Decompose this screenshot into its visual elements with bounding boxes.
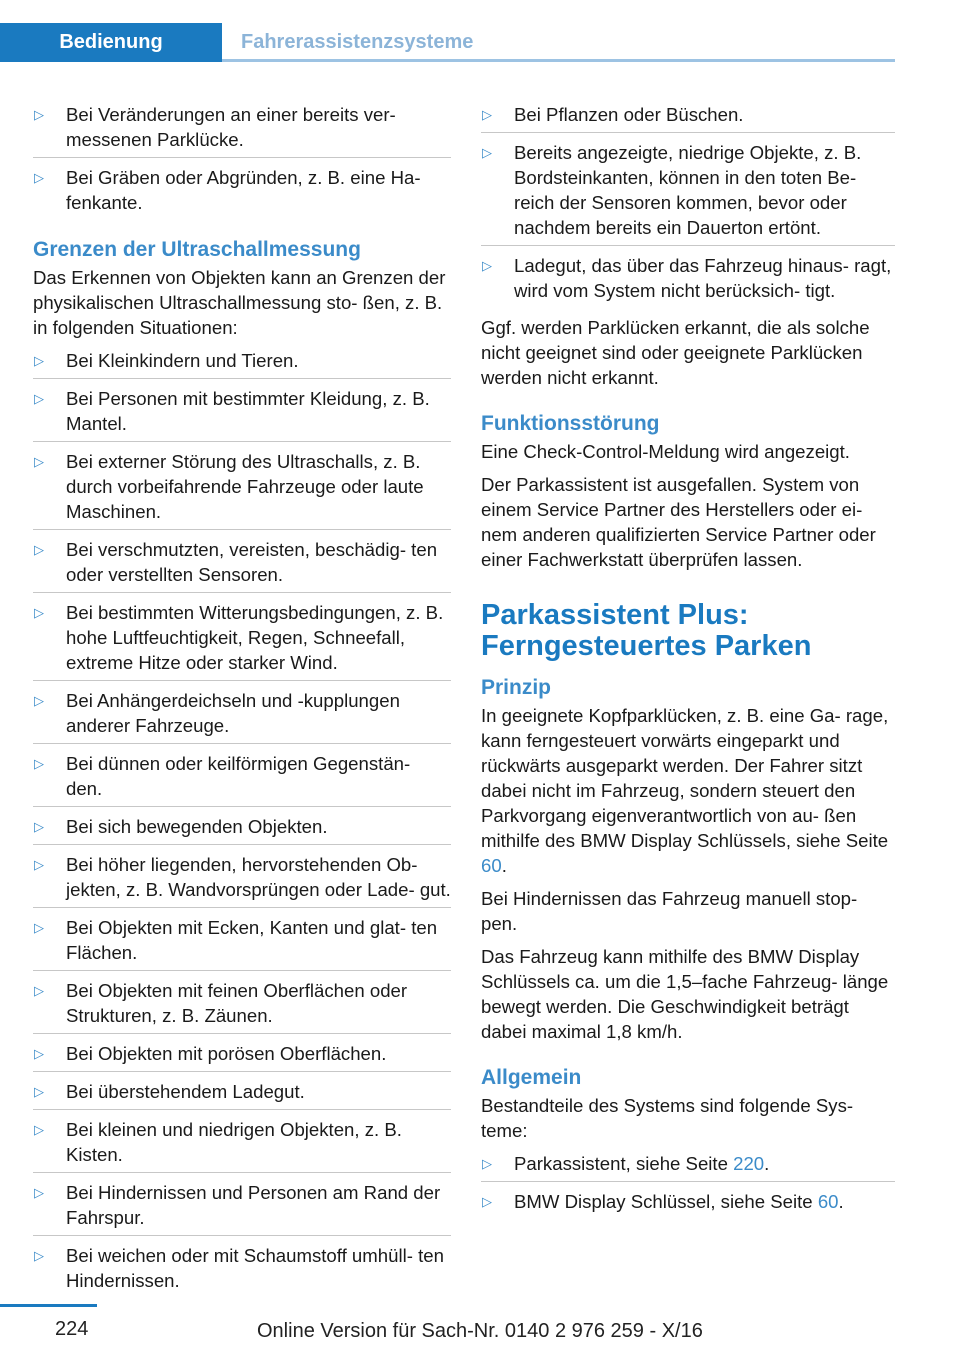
chapter-title	[481, 600, 895, 662]
list-item: ▷ Bei verschmutzten, vereisten, beschädig‐ ten oder verstellten Sensoren.	[33, 537, 451, 593]
list-item: ▷ Bei Veränderungen an einer bereits ver‐ messenen Parklücke.	[33, 102, 451, 158]
malfunction-text-1: Eine Check-Control-Meldung wird angezeigt.	[481, 441, 850, 462]
triangle-bullet-icon: ▷	[34, 756, 44, 771]
list-item: ▷ Bei Kleinkindern und Tieren.	[33, 348, 451, 379]
triangle-bullet-icon: ▷	[34, 1248, 44, 1263]
list-item: ▷ Bei kleinen und niedrigen Objekten, z. B. Kisten.	[33, 1117, 451, 1173]
list-item: ▷ Bei Pflanzen oder Büschen.	[481, 102, 895, 133]
list-item: ▷ Parkassistent, siehe Seite 220.	[481, 1151, 895, 1182]
triangle-bullet-icon: ▷	[482, 1156, 492, 1171]
triangle-bullet-icon: ▷	[34, 819, 44, 834]
triangle-bullet-icon: ▷	[34, 542, 44, 557]
chapter-title-line-2: Ferngesteuertes Parken	[481, 630, 812, 662]
right-column	[481, 102, 895, 1226]
footer-online-version: Online Version für Sach-Nr. 0140 2 976 259 - X/16	[257, 1320, 703, 1342]
list-item: ▷ Bei Objekten mit feinen Oberflächen oder Strukturen, z. B. Zäunen.	[33, 978, 451, 1034]
page-link-60[interactable]: 60	[817, 1191, 839, 1212]
page-header	[0, 0, 895, 62]
page-number: 224	[55, 1318, 89, 1340]
triangle-bullet-icon: ▷	[34, 170, 44, 185]
left-column	[33, 102, 451, 1305]
list-item: ▷ Bei weichen oder mit Schaumstoff umhüll‐ ten Hindernissen.	[34, 1245, 444, 1291]
triangle-bullet-icon: ▷	[34, 1046, 44, 1061]
tab-fahrerassistenzsysteme[interactable]: Fahrerassistenzsysteme	[241, 31, 474, 53]
list-item: ▷ Bei dünnen oder keilförmigen Gegenstän‐ den.	[33, 751, 451, 807]
triangle-bullet-icon: ▷	[34, 693, 44, 708]
triangle-bullet-icon: ▷	[34, 983, 44, 998]
triangle-bullet-icon: ▷	[34, 454, 44, 469]
triangle-bullet-icon: ▷	[34, 920, 44, 935]
page-link-60[interactable]: 60	[481, 855, 502, 876]
list-item: ▷ Bereits angezeigte, niedrige Objekte, z. B. Bordsteinkanten, können in den toten Be‐ reich der Sensoren kommen, bevor oder nachdem bereits ein Dauerton ertönt.	[481, 140, 895, 246]
triangle-bullet-icon: ▷	[482, 258, 492, 273]
list-item: ▷ Bei Personen mit bestimmter Kleidung, z. B. Mantel.	[33, 386, 451, 442]
list-item: ▷ Bei Objekten mit porösen Oberflächen.	[33, 1041, 451, 1072]
list-item: ▷ Bei externer Störung des Ultraschalls, z. B. durch vorbeifahrende Fahrzeuge oder laute Maschinen.	[33, 449, 451, 530]
list-item: ▷ Bei Anhängerdeichseln und -kupplungen anderer Fahrzeuge.	[33, 688, 451, 744]
tab-bedienung[interactable]: Bedienung	[0, 23, 222, 62]
section-intro: Das Erkennen von Objekten kann an Grenzen der physikalischen Ultraschallmessung sto‐ ßen, z. B. in folgenden Situationen:	[33, 267, 446, 338]
principle-text-1: In geeignete Kopfparklücken, z. B. eine Ga‐ rage, kann ferngesteuert vorwärts eingeparkt und rückwärts ausgeparkt werden. Der Fahrer sitzt dabei nicht im Fahrzeug, sondern steuert den Parkvorgang eigenverantwortlich von au‐ ßen mithilfe des BMW Display Schlüssels, siehe Seite 60.	[481, 705, 889, 876]
list-item: ▷ BMW Display Schlüssel, siehe Seite 60.	[482, 1191, 844, 1212]
triangle-bullet-icon: ▷	[34, 391, 44, 406]
list-item: ▷ Bei sich bewegenden Objekten.	[33, 814, 451, 845]
page-link-220[interactable]: 220	[733, 1153, 765, 1174]
chapter-title-line-1: Parkassistent Plus:	[481, 599, 749, 631]
parking-note: Ggf. werden Parklücken erkannt, die als solche nicht geeignet sind oder geeignete Parklücken werden nicht erkannt.	[481, 317, 870, 388]
triangle-bullet-icon: ▷	[34, 1084, 44, 1099]
triangle-bullet-icon: ▷	[482, 1194, 492, 1209]
list-item: ▷ Bei bestimmten Witterungsbedingungen, z. B. hohe Luftfeuchtigkeit, Regen, Schneefall, extreme Hitze oder starker Wind.	[33, 600, 451, 681]
footer-divider	[0, 1304, 97, 1307]
general-heading: Allgemein	[481, 1066, 582, 1089]
triangle-bullet-icon: ▷	[34, 107, 44, 122]
malfunction-heading: Funktionsstörung	[481, 412, 660, 435]
section-heading-ultrasonic-limits: Grenzen der Ultraschallmessung	[33, 238, 361, 261]
triangle-bullet-icon: ▷	[34, 857, 44, 872]
triangle-bullet-icon: ▷	[34, 353, 44, 368]
triangle-bullet-icon: ▷	[482, 145, 492, 160]
header-divider	[222, 59, 895, 62]
triangle-bullet-icon: ▷	[34, 1122, 44, 1137]
list-item: ▷ Bei höher liegenden, hervorstehenden Ob‐ jekten, z. B. Wandvorsprüngen oder Lade‐ gut.	[33, 852, 451, 908]
list-item: ▷ Bei Gräben oder Abgründen, z. B. eine Ha‐ fenkante.	[34, 167, 421, 213]
triangle-bullet-icon: ▷	[482, 107, 492, 122]
principle-heading: Prinzip	[481, 676, 552, 699]
list-item: ▷ Bei Objekten mit Ecken, Kanten und glat‐ ten Flächen.	[33, 915, 451, 971]
principle-text-3: Das Fahrzeug kann mithilfe des BMW Display Schlüssels ca. um die 1,5–fache Fahrzeug‐ länge bewegt werden. Die Geschwindigkeit beträgt dabei maximal 1,8 km/h.	[481, 946, 889, 1042]
list-item: ▷ Bei überstehendem Ladegut.	[33, 1079, 451, 1110]
malfunction-text-2: Der Parkassistent ist ausgefallen. System von einem Service Partner des Herstellers oder ei‐ nem anderen qualifizierten Service Partner oder einer Fachwerkstatt überprüfen lassen.	[481, 474, 876, 570]
list-item: ▷ Bei Hindernissen und Personen am Rand der Fahrspur.	[33, 1180, 451, 1236]
triangle-bullet-icon: ▷	[34, 1185, 44, 1200]
triangle-bullet-icon: ▷	[34, 605, 44, 620]
list-item: ▷ Ladegut, das über das Fahrzeug hinaus‐ ragt, wird vom System nicht berücksich‐ tigt.	[482, 255, 892, 301]
principle-text-2: Bei Hindernissen das Fahrzeug manuell stop‐ pen.	[481, 888, 858, 934]
general-intro: Bestandteile des Systems sind folgende Sys‐ teme:	[481, 1095, 854, 1141]
